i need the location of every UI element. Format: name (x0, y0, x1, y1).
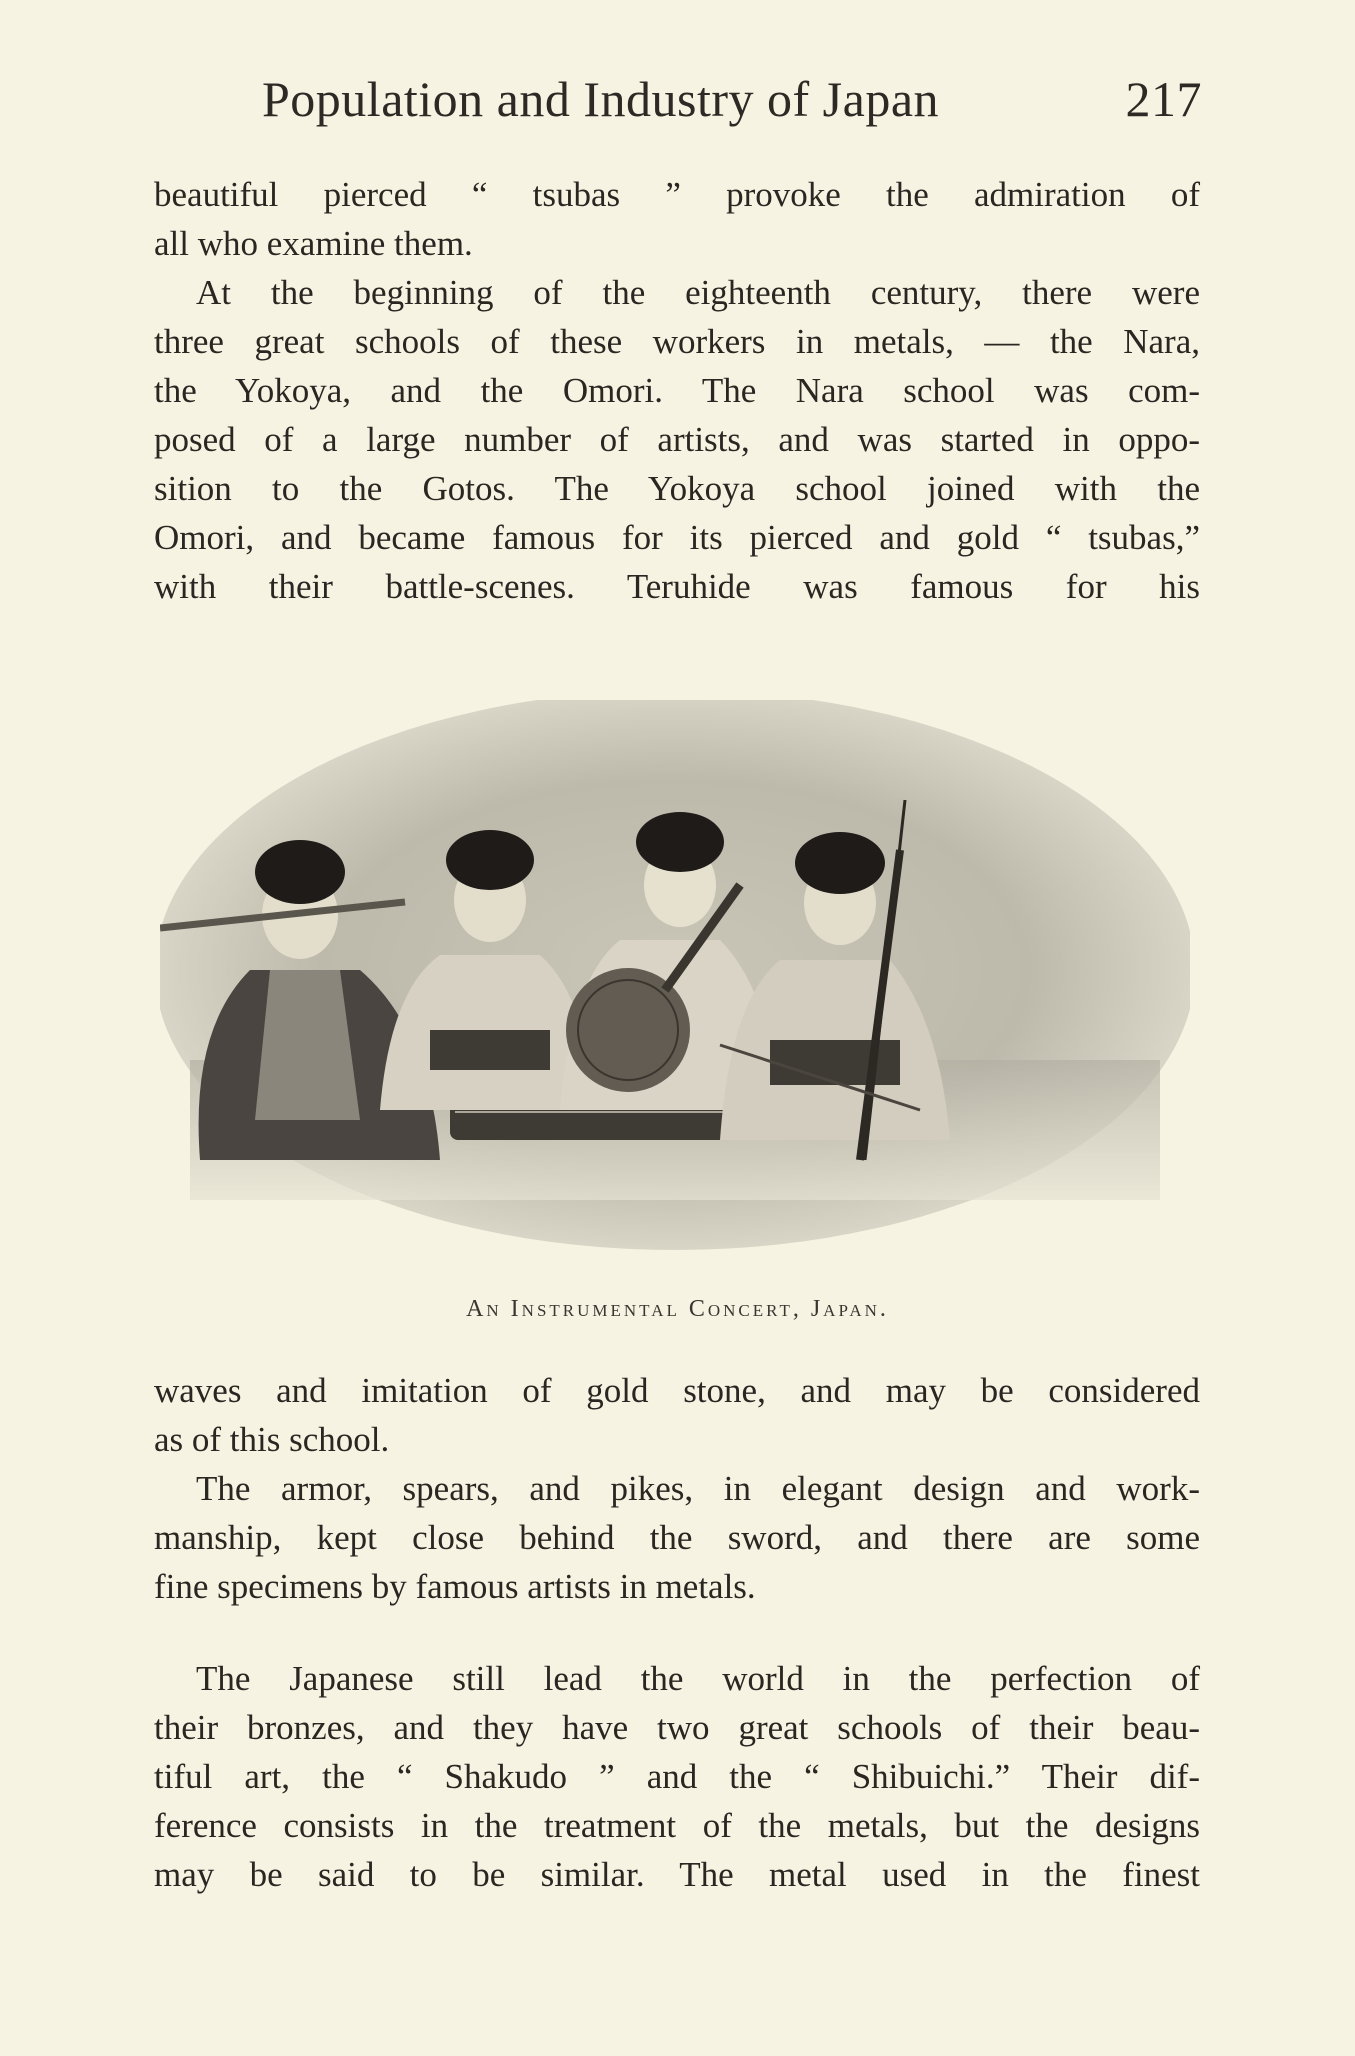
paragraph-teruhide (154, 1366, 1200, 1464)
paragraph-continuation (154, 170, 1200, 268)
paragraph-armor (154, 1464, 1200, 1611)
page-number: 217 (1125, 71, 1202, 127)
concert-photo-illustration (160, 700, 1190, 1260)
text-line: as of this school. (154, 1420, 390, 1459)
text-line: with their battle-scenes. Teruhide was famous for his (154, 567, 1200, 606)
text-line: posed of a large number of artists, and was started in oppo- (154, 420, 1200, 459)
text-line: The armor, spears, and pikes, in elegant design and work- (196, 1469, 1200, 1508)
text-line: their bronzes, and they have two great schools of their beau- (154, 1708, 1200, 1747)
paragraph-metal-schools (154, 268, 1200, 611)
paragraph-bronzes (154, 1654, 1200, 1899)
figure-caption: An Instrumental Concert, Japan. (466, 1296, 889, 1322)
text-line: all who examine them. (154, 224, 473, 263)
text-line: beautiful pierced “ tsubas ” provoke the admiration of (154, 175, 1200, 214)
text-line: may be said to be similar. The metal used in the finest (154, 1855, 1200, 1894)
text-line: three great schools of these workers in metals, — the Nara, (154, 322, 1200, 361)
text-line: The Japanese still lead the world in the perfection of (196, 1659, 1200, 1698)
text-line: waves and imitation of gold stone, and may be considered (154, 1371, 1200, 1410)
text-line: manship, kept close behind the sword, and there are some (154, 1518, 1200, 1557)
text-line: sition to the Gotos. The Yokoya school joined with the (154, 469, 1200, 508)
running-head-title: Population and Industry of Japan (262, 71, 940, 127)
text-line: fine specimens by famous artists in metals. (154, 1567, 756, 1606)
text-line: tiful art, the “ Shakudo ” and the “ Shibuichi.” Their dif- (154, 1757, 1200, 1796)
text-line: ference consists in the treatment of the metals, but the designs (154, 1806, 1200, 1845)
running-head (262, 70, 1202, 140)
text-line: the Yokoya, and the Omori. The Nara school was com- (154, 371, 1200, 410)
text-line: Omori, and became famous for its pierced and gold “ tsubas,” (154, 518, 1200, 557)
text-line: At the beginning of the eighteenth century, there were (196, 273, 1200, 312)
figure-photograph (160, 700, 1190, 1260)
